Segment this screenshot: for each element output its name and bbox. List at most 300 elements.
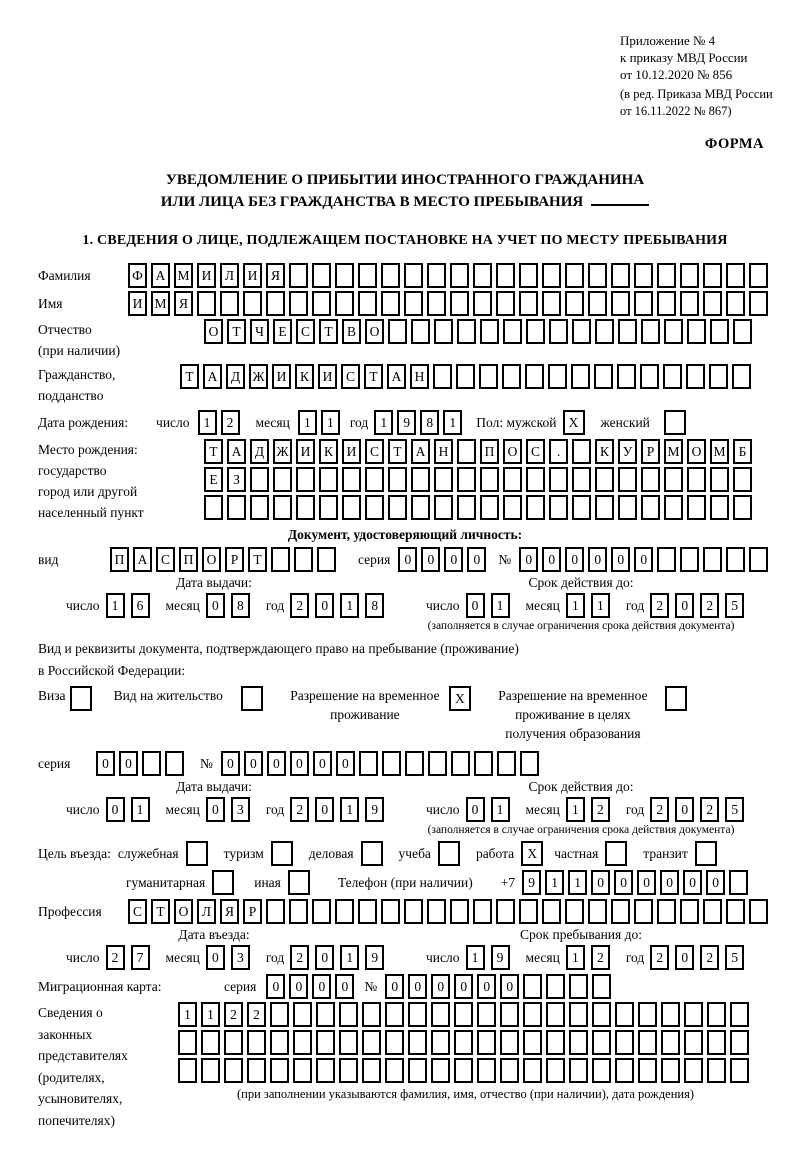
citizenship-char-cell[interactable]	[502, 364, 521, 389]
profession-char-cell[interactable]	[427, 899, 446, 924]
profession-char-cell[interactable]	[588, 899, 607, 924]
profession-char-cell[interactable]	[312, 899, 331, 924]
given-name-char-cell[interactable]	[358, 291, 377, 316]
stay-expiry-day-cell[interactable]: 1	[491, 797, 510, 822]
doc-expiry-year-cell[interactable]: 5	[725, 593, 744, 618]
profession-char-cell[interactable]: Я	[220, 899, 239, 924]
representative-char-cell[interactable]	[385, 1030, 404, 1055]
given-name-char-cell[interactable]	[634, 291, 653, 316]
citizenship-char-cell[interactable]: Д	[226, 364, 245, 389]
phone-digit-cell[interactable]: 0	[591, 870, 610, 895]
surname-char-cell[interactable]	[450, 263, 469, 288]
representative-char-cell[interactable]	[293, 1030, 312, 1055]
given-name-char-cell[interactable]: М	[151, 291, 170, 316]
birth-place-char-cell[interactable]	[687, 495, 706, 520]
patronymic-char-cell[interactable]: О	[204, 319, 223, 344]
representative-char-cell[interactable]	[730, 1058, 749, 1083]
purpose-official-checkbox[interactable]	[186, 841, 208, 866]
surname-char-cell[interactable]	[519, 263, 538, 288]
mc-number-cell[interactable]: 0	[500, 974, 519, 999]
birth-day-cell[interactable]: 1	[198, 410, 217, 435]
mc-series-cell[interactable]: 0	[312, 974, 331, 999]
citizenship-char-cell[interactable]: Т	[364, 364, 383, 389]
birth-year-cell[interactable]: 1	[374, 410, 393, 435]
birth-place-char-cell[interactable]: У	[618, 439, 637, 464]
patronymic-char-cell[interactable]	[549, 319, 568, 344]
doc-kind-char-cell[interactable]: О	[202, 547, 221, 572]
birth-place-char-cell[interactable]	[595, 495, 614, 520]
surname-char-cell[interactable]	[358, 263, 377, 288]
birth-place-char-cell[interactable]: К	[595, 439, 614, 464]
mc-series-cell[interactable]: 0	[289, 974, 308, 999]
doc-number-cell[interactable]: 0	[588, 547, 607, 572]
citizenship-char-cell[interactable]: С	[341, 364, 360, 389]
surname-char-cell[interactable]	[496, 263, 515, 288]
representative-char-cell[interactable]	[201, 1030, 220, 1055]
stay-issue-year-cell[interactable]: 9	[365, 797, 384, 822]
given-name-char-cell[interactable]	[680, 291, 699, 316]
entry-day-cell[interactable]: 7	[131, 945, 150, 970]
doc-series-cell[interactable]: 0	[444, 547, 463, 572]
profession-char-cell[interactable]	[703, 899, 722, 924]
stay-issue-month-cell[interactable]: 0	[206, 797, 225, 822]
representative-char-cell[interactable]	[500, 1030, 519, 1055]
given-name-char-cell[interactable]	[427, 291, 446, 316]
doc-kind-char-cell[interactable]	[294, 547, 313, 572]
entry-year-cell[interactable]: 9	[365, 945, 384, 970]
entry-year-cell[interactable]: 1	[340, 945, 359, 970]
representative-char-cell[interactable]	[454, 1030, 473, 1055]
surname-char-cell[interactable]	[312, 263, 331, 288]
birth-place-char-cell[interactable]	[250, 467, 269, 492]
profession-char-cell[interactable]	[542, 899, 561, 924]
patronymic-char-cell[interactable]	[503, 319, 522, 344]
representative-char-cell[interactable]	[270, 1002, 289, 1027]
birth-place-char-cell[interactable]	[503, 495, 522, 520]
given-name-char-cell[interactable]	[726, 291, 745, 316]
given-name-char-cell[interactable]	[542, 291, 561, 316]
citizenship-char-cell[interactable]	[686, 364, 705, 389]
profession-char-cell[interactable]	[726, 899, 745, 924]
stay-until-day-cell[interactable]: 1	[466, 945, 485, 970]
doc-kind-char-cell[interactable]: П	[110, 547, 129, 572]
birth-place-char-cell[interactable]: О	[503, 439, 522, 464]
birth-place-char-cell[interactable]: А	[411, 439, 430, 464]
representative-char-cell[interactable]	[362, 1030, 381, 1055]
citizenship-char-cell[interactable]: Т	[180, 364, 199, 389]
citizenship-char-cell[interactable]	[456, 364, 475, 389]
entry-year-cell[interactable]: 2	[290, 945, 309, 970]
stay-series-cell[interactable]	[165, 751, 184, 776]
patronymic-char-cell[interactable]	[641, 319, 660, 344]
birth-place-char-cell[interactable]	[319, 467, 338, 492]
phone-digit-cell[interactable]: 0	[683, 870, 702, 895]
representative-char-cell[interactable]	[454, 1002, 473, 1027]
mc-number-cell[interactable]	[546, 974, 565, 999]
birth-place-char-cell[interactable]	[204, 495, 223, 520]
patronymic-char-cell[interactable]	[388, 319, 407, 344]
profession-char-cell[interactable]	[450, 899, 469, 924]
birth-place-char-cell[interactable]	[572, 495, 591, 520]
stay-number-cell[interactable]: 0	[267, 751, 286, 776]
stay-number-cell[interactable]: 0	[336, 751, 355, 776]
representative-char-cell[interactable]	[523, 1058, 542, 1083]
citizenship-char-cell[interactable]	[732, 364, 751, 389]
representative-char-cell[interactable]	[661, 1058, 680, 1083]
citizenship-char-cell[interactable]	[479, 364, 498, 389]
doc-kind-char-cell[interactable]: С	[156, 547, 175, 572]
doc-number-cell[interactable]: 0	[519, 547, 538, 572]
birth-place-char-cell[interactable]	[733, 467, 752, 492]
surname-char-cell[interactable]	[404, 263, 423, 288]
stay-number-cell[interactable]	[382, 751, 401, 776]
purpose-other-checkbox[interactable]	[288, 870, 310, 895]
birth-place-char-cell[interactable]	[526, 467, 545, 492]
stay-until-year-cell[interactable]: 0	[675, 945, 694, 970]
patronymic-char-cell[interactable]: О	[365, 319, 384, 344]
birth-place-char-cell[interactable]	[710, 467, 729, 492]
representative-char-cell[interactable]: 1	[201, 1002, 220, 1027]
stay-expiry-month-cell[interactable]: 1	[566, 797, 585, 822]
birth-place-char-cell[interactable]: Н	[434, 439, 453, 464]
representative-char-cell[interactable]	[316, 1002, 335, 1027]
birth-place-char-cell[interactable]	[365, 495, 384, 520]
birth-place-char-cell[interactable]	[342, 467, 361, 492]
birth-place-char-cell[interactable]	[733, 495, 752, 520]
doc-expiry-day-cell[interactable]: 1	[491, 593, 510, 618]
representative-char-cell[interactable]	[454, 1058, 473, 1083]
phone-digit-cell[interactable]: 0	[660, 870, 679, 895]
citizenship-char-cell[interactable]: А	[203, 364, 222, 389]
representative-char-cell[interactable]	[500, 1058, 519, 1083]
birth-month-cell[interactable]: 1	[321, 410, 340, 435]
birth-place-char-cell[interactable]	[388, 467, 407, 492]
stay-number-cell[interactable]	[405, 751, 424, 776]
stay-number-cell[interactable]	[428, 751, 447, 776]
surname-char-cell[interactable]	[381, 263, 400, 288]
doc-kind-char-cell[interactable]: Т	[248, 547, 267, 572]
given-name-char-cell[interactable]	[243, 291, 262, 316]
representative-char-cell[interactable]	[431, 1002, 450, 1027]
birth-place-char-cell[interactable]	[434, 467, 453, 492]
surname-char-cell[interactable]: И	[243, 263, 262, 288]
representative-char-cell[interactable]	[431, 1030, 450, 1055]
citizenship-char-cell[interactable]	[640, 364, 659, 389]
mc-number-cell[interactable]	[523, 974, 542, 999]
doc-number-cell[interactable]: 0	[634, 547, 653, 572]
given-name-char-cell[interactable]	[404, 291, 423, 316]
doc-expiry-year-cell[interactable]: 2	[650, 593, 669, 618]
visa-checkbox[interactable]	[70, 686, 92, 711]
surname-char-cell[interactable]: Ф	[128, 263, 147, 288]
birth-place-char-cell[interactable]: Ж	[273, 439, 292, 464]
citizenship-char-cell[interactable]: К	[295, 364, 314, 389]
representative-char-cell[interactable]	[684, 1030, 703, 1055]
surname-char-cell[interactable]: А	[151, 263, 170, 288]
patronymic-char-cell[interactable]	[434, 319, 453, 344]
citizenship-char-cell[interactable]: И	[318, 364, 337, 389]
given-name-char-cell[interactable]	[335, 291, 354, 316]
citizenship-char-cell[interactable]: И	[272, 364, 291, 389]
surname-char-cell[interactable]	[611, 263, 630, 288]
stay-number-cell[interactable]: 0	[290, 751, 309, 776]
patronymic-char-cell[interactable]	[595, 319, 614, 344]
birth-place-char-cell[interactable]	[434, 495, 453, 520]
stay-until-year-cell[interactable]: 2	[700, 945, 719, 970]
representative-char-cell[interactable]	[408, 1030, 427, 1055]
purpose-humanitarian-checkbox[interactable]	[212, 870, 234, 895]
doc-kind-char-cell[interactable]	[317, 547, 336, 572]
stay-number-cell[interactable]: 0	[313, 751, 332, 776]
birth-place-char-cell[interactable]	[664, 467, 683, 492]
birth-place-char-cell[interactable]	[710, 495, 729, 520]
birth-place-char-cell[interactable]	[411, 495, 430, 520]
entry-day-cell[interactable]: 2	[106, 945, 125, 970]
phone-digit-cell[interactable]: 9	[522, 870, 541, 895]
doc-kind-char-cell[interactable]: П	[179, 547, 198, 572]
mc-number-cell[interactable]: 0	[477, 974, 496, 999]
citizenship-char-cell[interactable]	[709, 364, 728, 389]
representative-char-cell[interactable]	[546, 1058, 565, 1083]
stay-until-month-cell[interactable]: 1	[566, 945, 585, 970]
representative-char-cell[interactable]	[431, 1058, 450, 1083]
birth-year-cell[interactable]: 9	[397, 410, 416, 435]
doc-number-cell[interactable]	[657, 547, 676, 572]
patronymic-char-cell[interactable]	[411, 319, 430, 344]
surname-char-cell[interactable]	[473, 263, 492, 288]
birth-place-char-cell[interactable]	[549, 495, 568, 520]
surname-char-cell[interactable]	[657, 263, 676, 288]
profession-char-cell[interactable]	[473, 899, 492, 924]
doc-issue-year-cell[interactable]: 8	[365, 593, 384, 618]
stay-until-day-cell[interactable]: 9	[491, 945, 510, 970]
stay-number-cell[interactable]	[451, 751, 470, 776]
birth-day-cell[interactable]: 2	[221, 410, 240, 435]
birth-place-char-cell[interactable]	[273, 495, 292, 520]
profession-char-cell[interactable]	[404, 899, 423, 924]
citizenship-char-cell[interactable]	[433, 364, 452, 389]
stay-issue-year-cell[interactable]: 2	[290, 797, 309, 822]
patronymic-char-cell[interactable]	[526, 319, 545, 344]
doc-expiry-day-cell[interactable]: 0	[466, 593, 485, 618]
profession-char-cell[interactable]	[657, 899, 676, 924]
patronymic-char-cell[interactable]: Е	[273, 319, 292, 344]
stay-series-cell[interactable]	[142, 751, 161, 776]
stay-number-cell[interactable]	[474, 751, 493, 776]
given-name-char-cell[interactable]	[450, 291, 469, 316]
representative-char-cell[interactable]	[293, 1002, 312, 1027]
birth-place-char-cell[interactable]	[595, 467, 614, 492]
doc-number-cell[interactable]	[749, 547, 768, 572]
surname-char-cell[interactable]	[588, 263, 607, 288]
birth-place-char-cell[interactable]	[319, 495, 338, 520]
birth-place-char-cell[interactable]: Е	[204, 467, 223, 492]
patronymic-char-cell[interactable]	[664, 319, 683, 344]
profession-char-cell[interactable]: О	[174, 899, 193, 924]
doc-expiry-month-cell[interactable]: 1	[566, 593, 585, 618]
given-name-char-cell[interactable]	[381, 291, 400, 316]
citizenship-char-cell[interactable]: Ж	[249, 364, 268, 389]
surname-char-cell[interactable]: И	[197, 263, 216, 288]
representative-char-cell[interactable]	[707, 1002, 726, 1027]
representative-char-cell[interactable]	[592, 1058, 611, 1083]
profession-char-cell[interactable]	[519, 899, 538, 924]
stay-number-cell[interactable]	[520, 751, 539, 776]
phone-digit-cell[interactable]: 0	[637, 870, 656, 895]
birth-place-char-cell[interactable]: Д	[250, 439, 269, 464]
birth-place-char-cell[interactable]: О	[687, 439, 706, 464]
doc-series-cell[interactable]: 0	[398, 547, 417, 572]
birth-place-char-cell[interactable]	[503, 467, 522, 492]
given-name-char-cell[interactable]	[312, 291, 331, 316]
representative-char-cell[interactable]	[362, 1058, 381, 1083]
doc-expiry-month-cell[interactable]: 1	[591, 593, 610, 618]
doc-number-cell[interactable]: 0	[565, 547, 584, 572]
doc-kind-char-cell[interactable]: А	[133, 547, 152, 572]
given-name-char-cell[interactable]: Я	[174, 291, 193, 316]
doc-kind-char-cell[interactable]: Р	[225, 547, 244, 572]
birth-place-char-cell[interactable]: М	[664, 439, 683, 464]
mc-number-cell[interactable]: 0	[385, 974, 404, 999]
birth-place-char-cell[interactable]: К	[319, 439, 338, 464]
purpose-business-checkbox[interactable]	[361, 841, 383, 866]
phone-digit-cell[interactable]: 0	[706, 870, 725, 895]
mc-number-cell[interactable]	[569, 974, 588, 999]
birth-place-char-cell[interactable]: И	[296, 439, 315, 464]
representative-char-cell[interactable]	[339, 1030, 358, 1055]
purpose-study-checkbox[interactable]	[438, 841, 460, 866]
birth-place-char-cell[interactable]	[457, 467, 476, 492]
purpose-private-checkbox[interactable]	[605, 841, 627, 866]
doc-issue-year-cell[interactable]: 2	[290, 593, 309, 618]
profession-char-cell[interactable]	[335, 899, 354, 924]
representative-char-cell[interactable]	[224, 1058, 243, 1083]
birth-place-char-cell[interactable]	[365, 467, 384, 492]
stay-expiry-year-cell[interactable]: 0	[675, 797, 694, 822]
representative-char-cell[interactable]	[707, 1058, 726, 1083]
surname-char-cell[interactable]: Я	[266, 263, 285, 288]
representative-char-cell[interactable]	[569, 1058, 588, 1083]
representative-char-cell[interactable]	[638, 1058, 657, 1083]
representative-char-cell[interactable]	[592, 1030, 611, 1055]
birth-place-char-cell[interactable]: Т	[204, 439, 223, 464]
representative-char-cell[interactable]	[523, 1002, 542, 1027]
birth-place-char-cell[interactable]	[664, 495, 683, 520]
representative-char-cell[interactable]	[385, 1002, 404, 1027]
profession-char-cell[interactable]: С	[128, 899, 147, 924]
surname-char-cell[interactable]	[749, 263, 768, 288]
doc-number-cell[interactable]: 0	[542, 547, 561, 572]
representative-char-cell[interactable]: 1	[178, 1002, 197, 1027]
doc-expiry-year-cell[interactable]: 0	[675, 593, 694, 618]
representative-char-cell[interactable]	[569, 1030, 588, 1055]
stay-expiry-year-cell[interactable]: 5	[725, 797, 744, 822]
birth-place-char-cell[interactable]: А	[227, 439, 246, 464]
mc-number-cell[interactable]	[592, 974, 611, 999]
given-name-char-cell[interactable]	[473, 291, 492, 316]
citizenship-char-cell[interactable]	[571, 364, 590, 389]
patronymic-char-cell[interactable]	[618, 319, 637, 344]
surname-char-cell[interactable]: М	[174, 263, 193, 288]
representative-char-cell[interactable]	[661, 1002, 680, 1027]
doc-number-cell[interactable]: 0	[611, 547, 630, 572]
doc-kind-char-cell[interactable]	[271, 547, 290, 572]
birth-place-char-cell[interactable]: Б	[733, 439, 752, 464]
profession-char-cell[interactable]	[496, 899, 515, 924]
given-name-char-cell[interactable]	[496, 291, 515, 316]
birth-place-char-cell[interactable]	[618, 495, 637, 520]
birth-place-char-cell[interactable]: М	[710, 439, 729, 464]
stay-until-month-cell[interactable]: 2	[591, 945, 610, 970]
stay-until-year-cell[interactable]: 2	[650, 945, 669, 970]
representative-char-cell[interactable]	[362, 1002, 381, 1027]
doc-issue-year-cell[interactable]: 1	[340, 593, 359, 618]
birth-place-char-cell[interactable]	[227, 495, 246, 520]
representative-char-cell[interactable]	[408, 1058, 427, 1083]
patronymic-char-cell[interactable]	[710, 319, 729, 344]
birth-year-cell[interactable]: 1	[443, 410, 462, 435]
birth-place-char-cell[interactable]: .	[549, 439, 568, 464]
patronymic-char-cell[interactable]	[687, 319, 706, 344]
patronymic-char-cell[interactable]: Ч	[250, 319, 269, 344]
citizenship-char-cell[interactable]: Н	[410, 364, 429, 389]
birth-place-char-cell[interactable]	[687, 467, 706, 492]
birth-place-char-cell[interactable]	[296, 495, 315, 520]
profession-char-cell[interactable]: Р	[243, 899, 262, 924]
stay-issue-day-cell[interactable]: 0	[106, 797, 125, 822]
mc-number-cell[interactable]: 0	[454, 974, 473, 999]
given-name-char-cell[interactable]	[519, 291, 538, 316]
birth-place-char-cell[interactable]	[549, 467, 568, 492]
birth-place-char-cell[interactable]	[250, 495, 269, 520]
doc-issue-day-cell[interactable]: 1	[106, 593, 125, 618]
birth-place-char-cell[interactable]: З	[227, 467, 246, 492]
phone-digit-cell[interactable]: 0	[614, 870, 633, 895]
surname-char-cell[interactable]	[542, 263, 561, 288]
representative-char-cell[interactable]	[684, 1058, 703, 1083]
stay-number-cell[interactable]: 0	[221, 751, 240, 776]
representative-char-cell[interactable]	[638, 1002, 657, 1027]
entry-year-cell[interactable]: 0	[315, 945, 334, 970]
representative-char-cell[interactable]	[523, 1030, 542, 1055]
birth-place-char-cell[interactable]	[480, 495, 499, 520]
temp-residence-checkbox[interactable]: X	[449, 686, 471, 711]
profession-char-cell[interactable]	[266, 899, 285, 924]
representative-char-cell[interactable]	[730, 1030, 749, 1055]
sex-male-checkbox[interactable]: X	[563, 410, 585, 435]
mc-number-cell[interactable]: 0	[408, 974, 427, 999]
birth-place-char-cell[interactable]	[457, 495, 476, 520]
representative-char-cell[interactable]	[546, 1030, 565, 1055]
birth-place-char-cell[interactable]	[388, 495, 407, 520]
profession-char-cell[interactable]	[634, 899, 653, 924]
profession-char-cell[interactable]	[749, 899, 768, 924]
surname-char-cell[interactable]	[726, 263, 745, 288]
profession-char-cell[interactable]: Т	[151, 899, 170, 924]
citizenship-char-cell[interactable]	[663, 364, 682, 389]
representative-char-cell[interactable]	[661, 1030, 680, 1055]
surname-char-cell[interactable]	[565, 263, 584, 288]
birth-year-cell[interactable]: 8	[420, 410, 439, 435]
surname-char-cell[interactable]	[703, 263, 722, 288]
doc-issue-day-cell[interactable]: 6	[131, 593, 150, 618]
birth-place-char-cell[interactable]	[480, 467, 499, 492]
purpose-tourism-checkbox[interactable]	[271, 841, 293, 866]
birth-place-char-cell[interactable]: Т	[388, 439, 407, 464]
given-name-char-cell[interactable]	[266, 291, 285, 316]
representative-char-cell[interactable]	[316, 1058, 335, 1083]
phone-digit-cell[interactable]: 1	[545, 870, 564, 895]
